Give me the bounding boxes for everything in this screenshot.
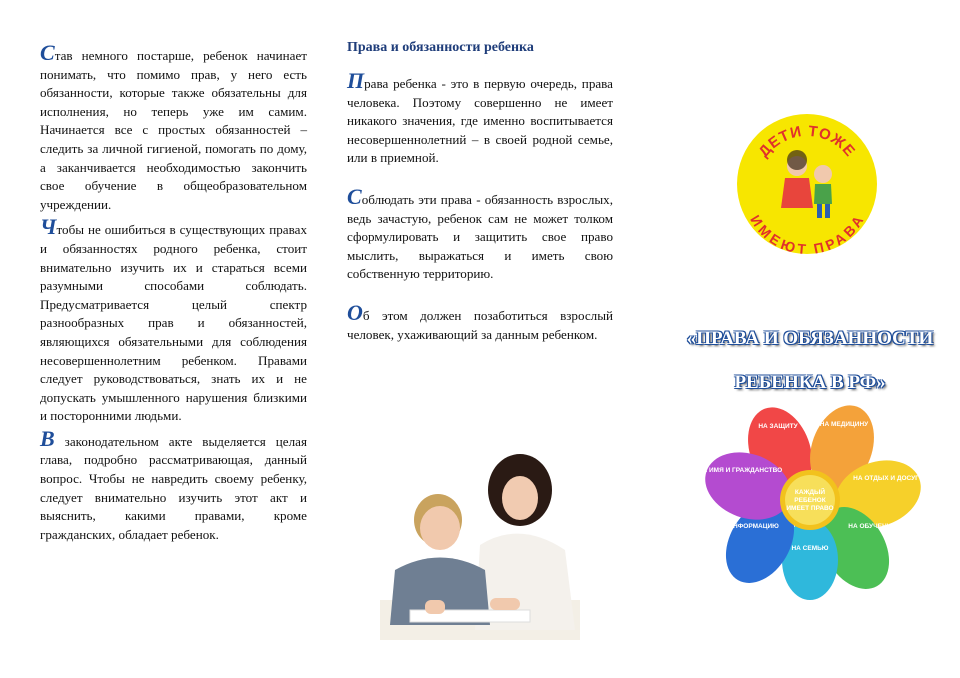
- petal-label: НА ИМЯ И ГРАЖДАНСТВО: [697, 467, 783, 474]
- paragraph-2: [347, 183, 613, 284]
- paragraph-3: [347, 299, 613, 344]
- petal-label: НА ОТДЫХ И ДОСУГ: [853, 475, 919, 482]
- paragraph-text: рава ребенка - это в первую очередь, права человека. Поэтому совершенно не имеет никакого значения, где именно воспитывается несовершеннолетний – в своей родной семье, или в приемной.: [347, 76, 613, 166]
- drop-cap: С: [347, 183, 362, 209]
- badge-top-text: ДЕТИ ТОЖЕ: [755, 122, 859, 161]
- brochure-title-line-1: «ПРАВА И ОБЯЗАННОСТИ: [686, 328, 934, 349]
- drop-cap: С: [40, 40, 55, 65]
- flower-center-text: РЕБЕНОК: [794, 497, 826, 504]
- children-rights-badge: [735, 112, 879, 256]
- petal-label: НА СЕМЬЮ: [791, 545, 829, 552]
- paragraph-text: тобы не ошибиться в существующих правах и обязанностях родного ребенка, стоит внимательно изучить их и стараться всеми разумными способами соблюдать. Предусматривается целый спектр разнообразных прав и обязанностей, являющихся обязательными для соблюдения несовершеннолетним ребенком. Правами следует руководствоваться, знать их и не допускать умышленного нарушения близкими и посторонними людьми.: [40, 222, 307, 424]
- paragraph-3: [40, 425, 307, 545]
- paragraph-text: законодательном акте выделяется целая глава, подробно рассматривающая, данный вопрос. Чтобы не навредить своему ребенку, следует внимательно изучить этот акт и выяснить, какими правами, кроме гражданских, обладает ребенок.: [40, 433, 307, 542]
- middle-column: [347, 40, 613, 344]
- drop-cap: П: [347, 68, 365, 93]
- paragraph-1: [40, 40, 307, 214]
- paragraph-text: облюдать эти права - обязанность взрослых, ведь зачастую, ребенок сам не может толком сформулировать и защитить свое право мыслить, выражаться и иметь свою собственную территорию.: [347, 191, 613, 282]
- badge-bottom-text: ИМЕЮТ ПРАВА: [747, 212, 867, 256]
- flower-center-text: КАЖДЫЙ: [794, 489, 826, 496]
- left-column: [40, 40, 307, 544]
- petal-label: НА МЕДИЦИНУ: [819, 421, 869, 428]
- drop-cap: О: [347, 299, 363, 325]
- right-column: [660, 0, 960, 678]
- flower-center-text: ИМЕЕТ ПРАВО: [786, 505, 834, 512]
- paragraph-text: б этом должен позаботиться взрослый человек, ухаживающий за данным ребенком.: [347, 307, 613, 342]
- drop-cap: В: [40, 425, 55, 451]
- teacher-child-photo: [370, 450, 585, 640]
- petal-label: НА ЗАЩИТУ: [758, 423, 798, 430]
- brochure-title-line-2: РЕБЕНКА В РФ»: [734, 372, 886, 393]
- drop-cap: Ч: [40, 214, 57, 240]
- paragraph-1: [347, 68, 613, 168]
- rights-flower-diagram: [697, 400, 919, 600]
- petal-label: НА ИНФОРМАЦИЮ: [717, 523, 779, 530]
- section-heading: Права и обязанности ребенка: [347, 40, 534, 55]
- paragraph-text: тав немного постарше, ребенок начинает понимать, что помимо прав, у него есть обязанности, которые также обязательны для исполнения, но теперь уже им самим. Начинается все с простых обязанностей – следить за личной гигиеной, помогать по дому, а заканчивается необходимостью закончить свое обучение в общеобразовательном учреждении.: [40, 48, 307, 212]
- petal-label: НА ОБУЧЕНИЕ: [848, 523, 896, 530]
- paragraph-2: [40, 214, 307, 426]
